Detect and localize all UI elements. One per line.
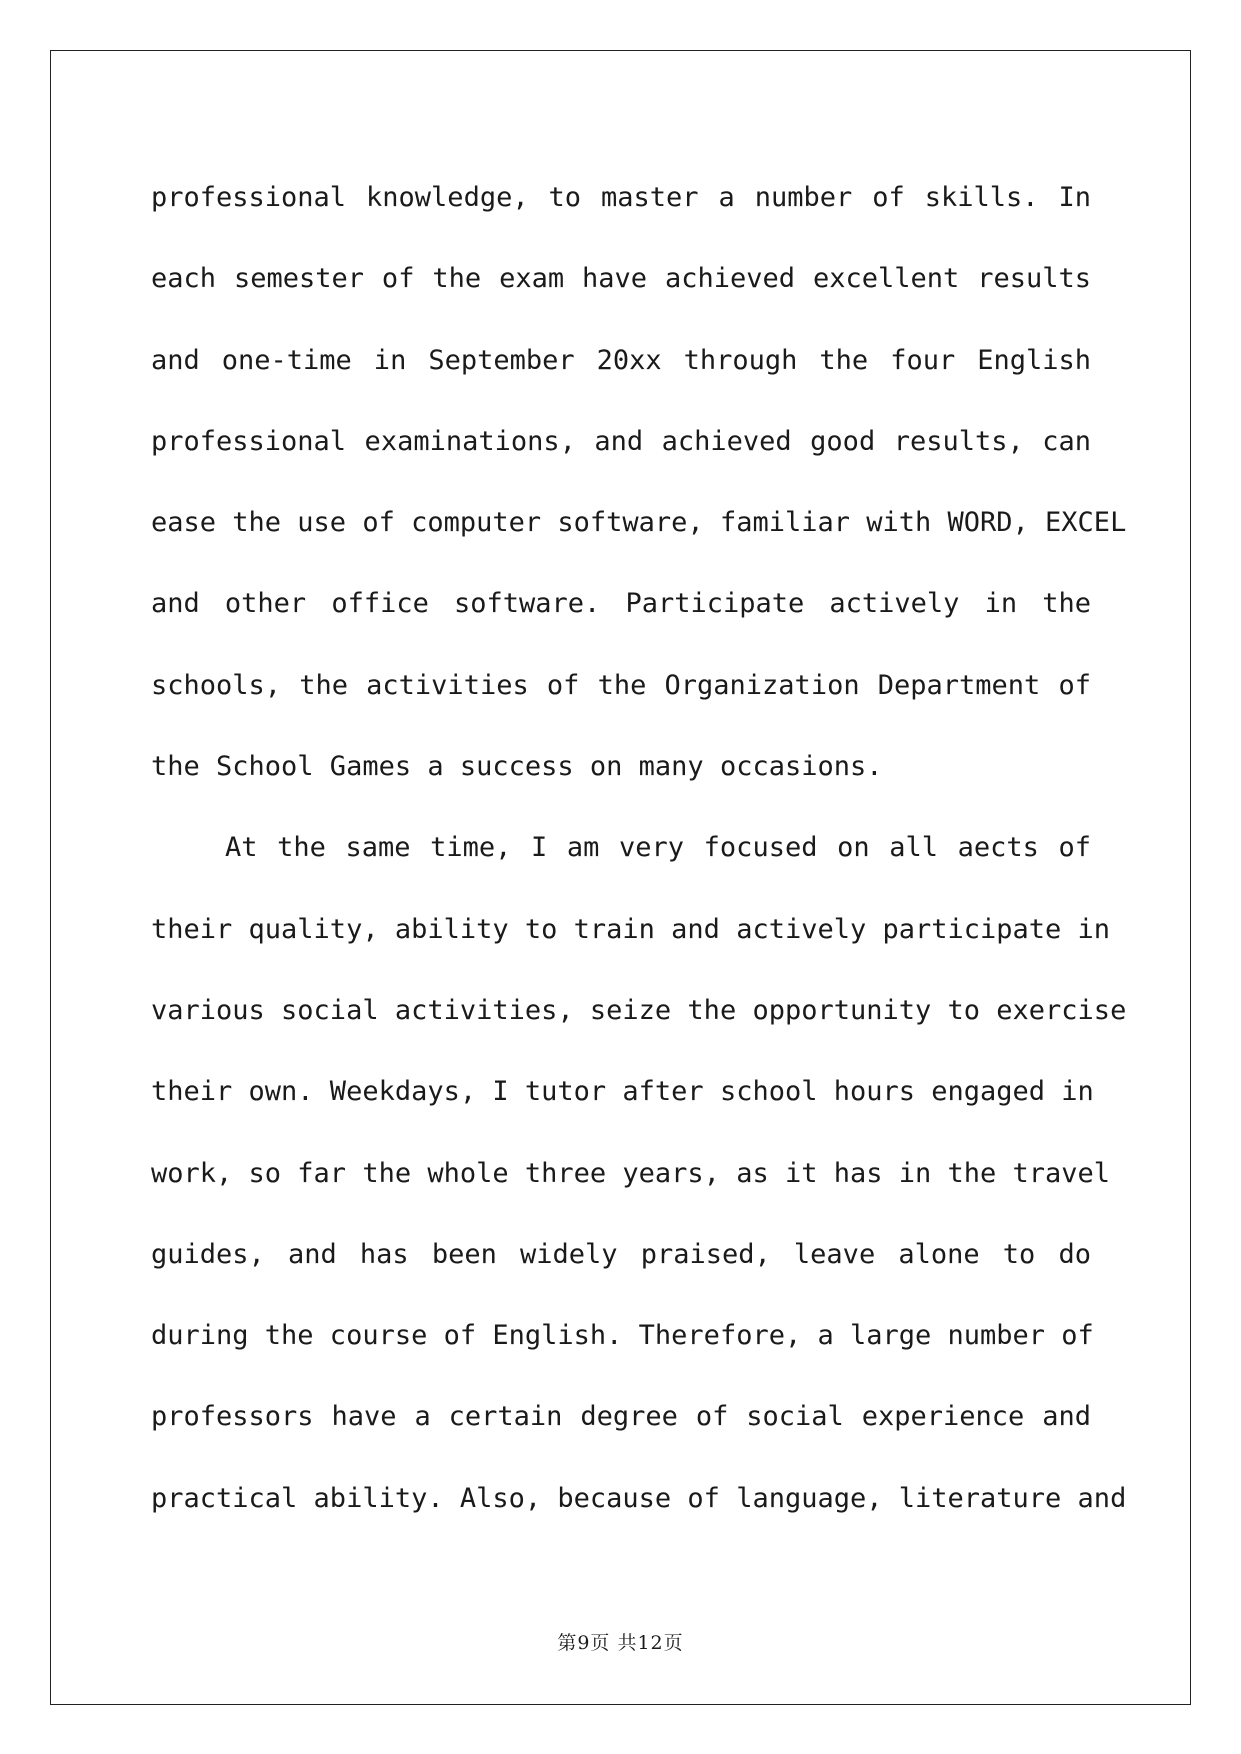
text-line: practical ability. Also, because of language, literature and xyxy=(151,1482,1127,1514)
text-line: and other office software. Participate actively in the xyxy=(151,588,1091,620)
text-line: their own. Weekdays, I tutor after school hours engaged in xyxy=(151,1076,1094,1108)
text-line: and one-time in September 20xx through the four English xyxy=(151,344,1091,376)
text-line: professional examinations, and achieved good results, can xyxy=(151,425,1091,457)
text-line: work, so far the whole three years, as it has in the travel xyxy=(151,1157,1111,1189)
text-line: ease the use of computer software, familiar with WORD, EXCEL xyxy=(151,507,1127,539)
text-line: during the course of English. Therefore, a large number of xyxy=(151,1320,1094,1352)
text-line: each semester of the exam have achieved excellent results xyxy=(151,263,1091,295)
text-line: their quality, ability to train and actively participate in xyxy=(151,913,1111,945)
text-line: the School Games a success on many occasions. xyxy=(151,751,883,783)
text-line: professional knowledge, to master a number of skills. In xyxy=(151,182,1091,213)
paragraph-first-line: At the same time, I am very focused on all aects of xyxy=(225,832,1091,864)
page-number-footer: 第9页 共12页 xyxy=(557,1632,684,1654)
text-line: guides, and has been widely praised, leave alone to do xyxy=(151,1238,1091,1270)
text-line: various social activities, seize the opportunity to exercise xyxy=(151,994,1127,1026)
text-line: professors have a certain degree of social experience and xyxy=(151,1401,1091,1433)
document-body xyxy=(151,157,1127,1539)
text-line: schools, the activities of the Organization Department of xyxy=(151,669,1091,701)
